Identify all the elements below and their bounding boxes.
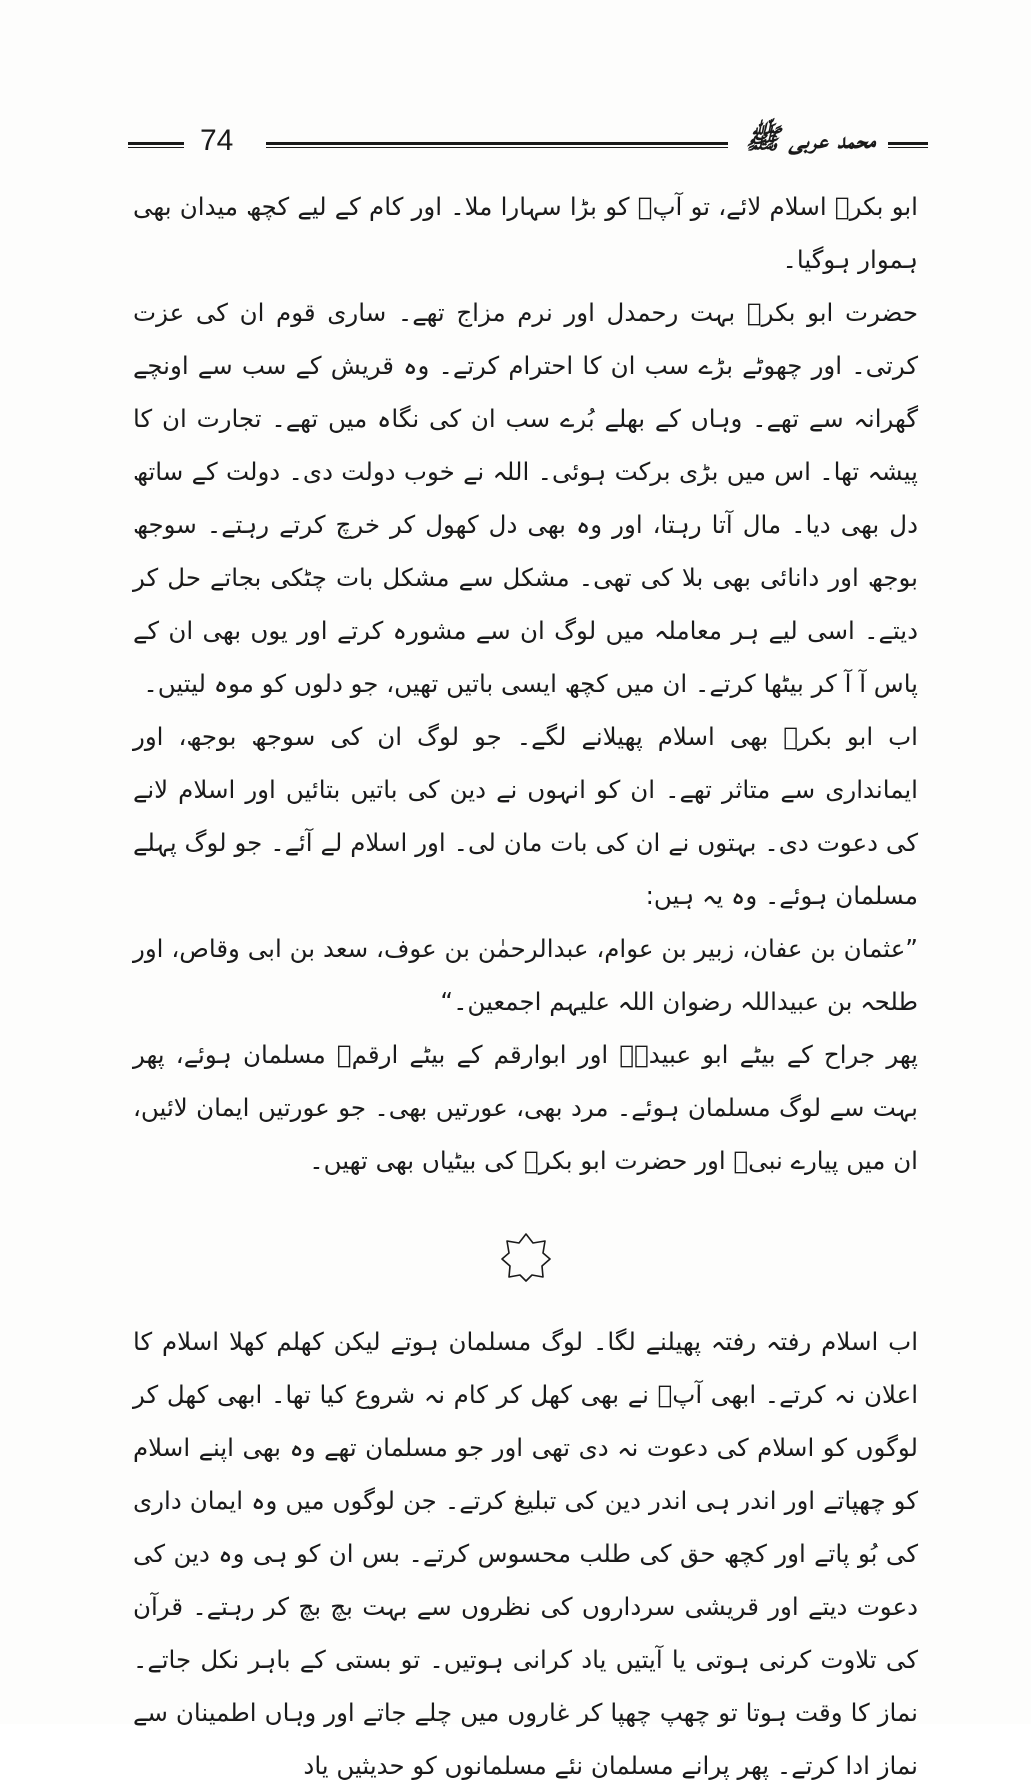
companions-quote: ”عثمان بن عفان، زبیر بن عوام، عبدالرحمٰن بن عوف، سعد بن ابی وقاص، اور طلحہ بن عبیداللہ رضوان اللہ علیہم اجمعین۔“ [133,934,918,1016]
header-rule-left [128,142,184,148]
header-rule-middle [266,142,728,148]
paragraph-1: ابو بکرؓ اسلام لائے، تو آپؐ کو بڑا سہارا ملا۔ اور کام کے لیے کچھ میدان بھی ہموار ہوگیا۔ [133,192,918,274]
section-separator [133,1187,918,1315]
paragraph-3: اب ابو بکرؓ بھی اسلام پھیلانے لگے۔ جو لوگ ان کی سوجھ بوجھ، اور ایمانداری سے متاثر تھے۔ ان کو انہوں نے دین کی باتیں بتائیں اور اسلام لانے کی دعوت دی۔ بہتوں نے ان کی بات مان لی۔ اور اسلام لے آئے۔ جو لوگ پہلے مسلمان ہوئے۔ وہ یہ ہیں: [133,722,918,910]
running-header [128,122,928,168]
header-rule-right [888,142,928,148]
octagram-ornament-icon [500,1231,552,1283]
section-2 [133,1315,918,1792]
paragraph-2: حضرت ابو بکرؓ بہت رحمدل اور نرم مزاج تھے۔ ساری قوم ان کی عزت کرتی۔ اور چھوٹے بڑے سب ان کا احترام کرتے۔ وہ قریش کے سب سے اونچے گھرانہ سے تھے۔ وہاں کے بھلے بُرے سب ان کی نگاہ میں تھے۔ تجارت ان کا پیشہ تھا۔ اس میں بڑی برکت ہوئی۔ اللہ نے خوب دولت دی۔ دولت کے ساتھ دل بھی دیا۔ مال آتا رہتا، اور وہ بھی دل کھول کر خرچ کرتے رہتے۔ سوجھ بوجھ اور دانائی بھی بلا کی تھی۔ مشکل سے مشکل بات چٹکی بجاتے حل کر دیتے۔ اسی لیے ہر معاملہ میں لوگ ان سے مشورہ کرتے اور یوں بھی ان کے پاس آ آ کر بیٹھا کرتے۔ ان میں کچھ ایسی باتیں تھیں، جو دلوں کو موہ لیتیں۔ [133,298,918,698]
section-1 [133,180,918,1187]
running-title: محمد عربی ﷺ [745,122,876,155]
page-number: 74 [200,124,234,157]
body-text [133,180,918,1792]
paragraph-4: پھر جراح کے بیٹے ابو عبیدہؓ اور ابوارقم کے بیٹے ارقمؓ مسلمان ہوئے، پھر بہت سے لوگ مسلمان ہوئے۔ مرد بھی، عورتیں بھی۔ جو عورتیں ایمان لائیں، ان میں پیارے نبیؐ اور حضرت ابو بکرؓ کی بیٹیاں بھی تھیں۔ [133,1040,918,1175]
paragraph-5: اب اسلام رفتہ رفتہ پھیلنے لگا۔ لوگ مسلمان ہوتے لیکن کھلم کھلا اسلام کا اعلان نہ کرتے۔ ابھی آپؐ نے بھی کھل کر کام نہ شروع کیا تھا۔ ابھی کھل کر لوگوں کو اسلام کی دعوت نہ دی تھی اور جو مسلمان تھے وہ بھی اپنے اسلام کو چھپاتے اور اندر ہی اندر دین کی تبلیغ کرتے۔ جن لوگوں میں وہ ایمان داری کی بُو پاتے اور کچھ حق کی طلب محسوس کرتے۔ بس ان کو ہی وہ دین کی دعوت دیتے اور قریشی سرداروں کی نظروں سے بہت بچ بچ کر رہتے۔ قرآن کی تلاوت کرنی ہوتی یا آیتیں یاد کرانی ہوتیں۔ تو بستی کے باہر نکل جاتے۔ نماز کا وقت ہوتا تو چھپ چھپا کر غاروں میں چلے جاتے اور وہاں اطمینان سے نماز ادا کرتے۔ پھر پرانے مسلمان نئے مسلمانوں کو حدیثیں یاد [133,1327,918,1780]
